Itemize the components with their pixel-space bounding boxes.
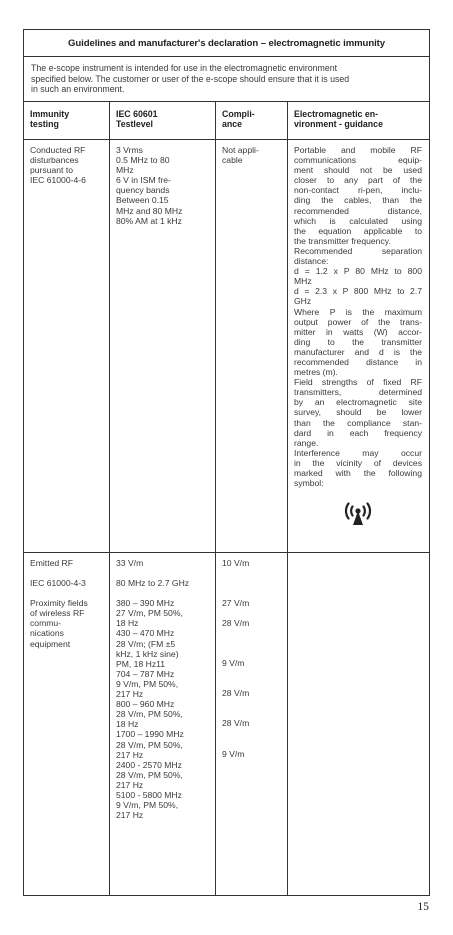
guidance-line: survey, should be lower [294, 407, 422, 418]
guidance-line: d = 1.2 x P 80 MHz to 800 [294, 266, 422, 277]
row2-compliance [216, 553, 288, 895]
table-intro [24, 57, 429, 102]
header-text: Immunity [30, 109, 70, 119]
cell-line [222, 578, 283, 588]
guidance-line: recommended distance in [294, 356, 422, 367]
guidance-line: which is calculated using [294, 215, 422, 226]
guidance-line: Portable and mobile RF [294, 145, 422, 155]
cell-line [30, 588, 105, 598]
cell-line: 28 V/m, PM 50%, [116, 769, 183, 780]
cell-line: 9 V/m, PM 50%, [116, 678, 179, 689]
guidance-line: MHz [294, 276, 312, 287]
guidance-line: manufacturer and d is the [294, 346, 422, 357]
guidance-line: GHz [294, 296, 312, 307]
table-row-emitted-rf [24, 553, 429, 895]
cell-line: Emitted RF [30, 558, 73, 568]
cell-line: 28 V/m, PM 50%, [116, 739, 183, 750]
guidance-line: Where P is the maximum [294, 306, 422, 317]
cell-line: 3 Vrms [116, 145, 143, 155]
guidance-line: mitter in watts (W) accor- [294, 326, 422, 337]
guidance-line: Recommended separation [294, 245, 422, 256]
row2-testlevel [110, 553, 216, 895]
cell-line: 217 Hz [116, 810, 144, 821]
guidance-line: the transmitter frequency. [294, 235, 391, 246]
cell-line: 217 Hz [116, 689, 144, 700]
row2-immunity-testing [24, 553, 110, 895]
cell-line: 9 V/m [222, 658, 245, 669]
header-text: IEC 60601 [116, 109, 158, 119]
cell-line: IEC 61000-4-6 [30, 175, 86, 186]
row1-testlevel [110, 140, 216, 552]
cell-line [222, 678, 283, 688]
cell-line: kHz, 1 kHz sine) [116, 648, 179, 659]
cell-line [116, 588, 211, 598]
cell-line: 27 V/m [222, 598, 250, 609]
cell-line [222, 708, 283, 718]
cell-line: nications [30, 628, 64, 639]
cell-line [222, 668, 283, 678]
table-row-conducted-rf [24, 140, 429, 553]
cell-line [222, 648, 283, 658]
cell-line: MHz and 80 MHz [116, 205, 183, 216]
cell-line [30, 568, 105, 578]
cell-line: 28 V/m [222, 688, 250, 699]
cell-line: 27 V/m, PM 50%, [116, 608, 183, 619]
guidance-text [294, 145, 422, 488]
guidance-line: ding the cables, than the [294, 195, 422, 206]
header-compliance [216, 102, 288, 139]
cell-line [222, 588, 283, 598]
cell-line: disturbances [30, 155, 79, 166]
cell-line: 18 Hz [116, 618, 139, 629]
header-text: Testlevel [116, 119, 153, 130]
cell-line: 28 V/m [222, 618, 250, 629]
guidance-line: than the compliance stan- [294, 417, 422, 428]
cell-line: 0.5 MHz to 80 [116, 155, 170, 166]
header-text: Electromagnetic en- [294, 109, 379, 119]
cell-line: 2400 - 2570 MHz [116, 759, 182, 770]
header-text: ance [222, 119, 243, 130]
cell-line: equipment [30, 638, 71, 649]
cell-line [222, 739, 283, 749]
cell-line: 380 – 390 MHz [116, 598, 175, 609]
cell-line: Not appli- [222, 145, 259, 155]
row2-guidance [288, 553, 429, 895]
cell-line [222, 628, 283, 638]
header-immunity-testing [24, 102, 110, 139]
cell-line: 704 – 787 MHz [116, 668, 175, 679]
cell-line: Between 0.15 [116, 195, 169, 206]
cell-line: 80% AM at 1 kHz [116, 215, 182, 226]
cell-line: 800 – 960 MHz [116, 699, 175, 710]
guidance-line: by an electromagnetic site [294, 397, 422, 408]
cell-line: cable [222, 155, 243, 166]
intro-line: The e-scope instrument is intended for use in the electromagnetic environment [31, 63, 338, 73]
intro-line: in such an environment. [31, 84, 125, 95]
guidance-line: metres (m). [294, 367, 338, 378]
cell-line: quency bands [116, 185, 170, 196]
intro-line: specified below. The customer or user of the e-scope should ensure that it is used [31, 73, 350, 84]
cell-line: 9 V/m, PM 50%, [116, 800, 179, 811]
cell-line: MHz [116, 165, 134, 176]
guidance-line: distance: [294, 256, 329, 267]
header-text: vironment - guidance [294, 119, 383, 130]
guidance-line: ment should not be used [294, 165, 422, 176]
cell-line [222, 698, 283, 708]
cell-line: 28 V/m [222, 718, 250, 729]
guidance-line: Interference may occur [294, 447, 422, 458]
cell-line: of wireless RF [30, 608, 85, 619]
header-guidance [288, 102, 429, 139]
guidance-line: symbol: [294, 478, 324, 489]
cell-line: 1700 – 1990 MHz [116, 729, 184, 740]
cell-line [222, 638, 283, 648]
guidance-line: the equation applicable to [294, 225, 422, 236]
cell-line [222, 729, 283, 739]
guidance-line: d = 2.3 x P 800 MHz to 2.7 [294, 286, 422, 297]
header-text: testing [30, 119, 59, 130]
cell-line: 217 Hz [116, 779, 144, 790]
guidance-line: non-contact ri-pen, inclu- [294, 185, 422, 196]
cell-line: pursuant to [30, 165, 73, 176]
cell-line: 28 V/m, PM 50%, [116, 709, 183, 720]
guidance-line: output power of the trans- [294, 316, 422, 327]
guidance-line: Field strengths of fixed RF [294, 377, 422, 388]
cell-line: 18 Hz [116, 719, 139, 730]
emc-immunity-table [23, 29, 430, 896]
guidance-line: ding to the transmitter [294, 336, 422, 347]
cell-line [222, 568, 283, 578]
guidance-line: transmitters, determined [294, 387, 422, 398]
guidance-line: closer to any part of the [294, 175, 422, 186]
cell-line: 10 V/m [222, 558, 250, 568]
cell-line: 28 V/m; (FM ±5 [116, 638, 176, 649]
cell-line: PM, 18 Hz11 [116, 658, 166, 669]
cell-line: 430 – 470 MHz [116, 628, 175, 639]
cell-line: 5100 - 5800 MHz [116, 789, 182, 800]
guidance-line: marked with the following [294, 468, 422, 478]
header-text: Compli- [222, 109, 255, 119]
row1-guidance [288, 140, 429, 552]
cell-line: Proximity fields [30, 598, 88, 609]
header-row [24, 102, 429, 140]
table-title: Guidelines and manufacturer's declaration – electromagnetic immunity [24, 30, 429, 57]
row1-compliance [216, 140, 288, 552]
row1-immunity-testing [24, 140, 110, 552]
cell-line: 9 V/m [222, 748, 245, 759]
cell-line: 80 MHz to 2.7 GHz [116, 578, 190, 589]
guidance-line: communications equip- [294, 155, 422, 166]
cell-line: 6 V in ISM fre- [116, 175, 171, 186]
guidance-line: in the vicinity of devices [294, 457, 422, 468]
page-number: 15 [417, 901, 429, 913]
non-ionizing-radiation-icon [341, 502, 375, 528]
cell-line: commu- [30, 618, 62, 629]
cell-line: IEC 61000-4-3 [30, 578, 86, 589]
cell-line: Conducted RF [30, 145, 86, 155]
cell-line [222, 608, 283, 618]
guidance-line: recommended distance, [294, 205, 422, 216]
guidance-line: dard in each frequency [294, 427, 422, 438]
cell-line: 33 V/m [116, 558, 144, 568]
guidance-line: range. [294, 437, 319, 448]
cell-line [116, 568, 211, 578]
header-iec-testlevel [110, 102, 216, 139]
cell-line: 217 Hz [116, 749, 144, 760]
